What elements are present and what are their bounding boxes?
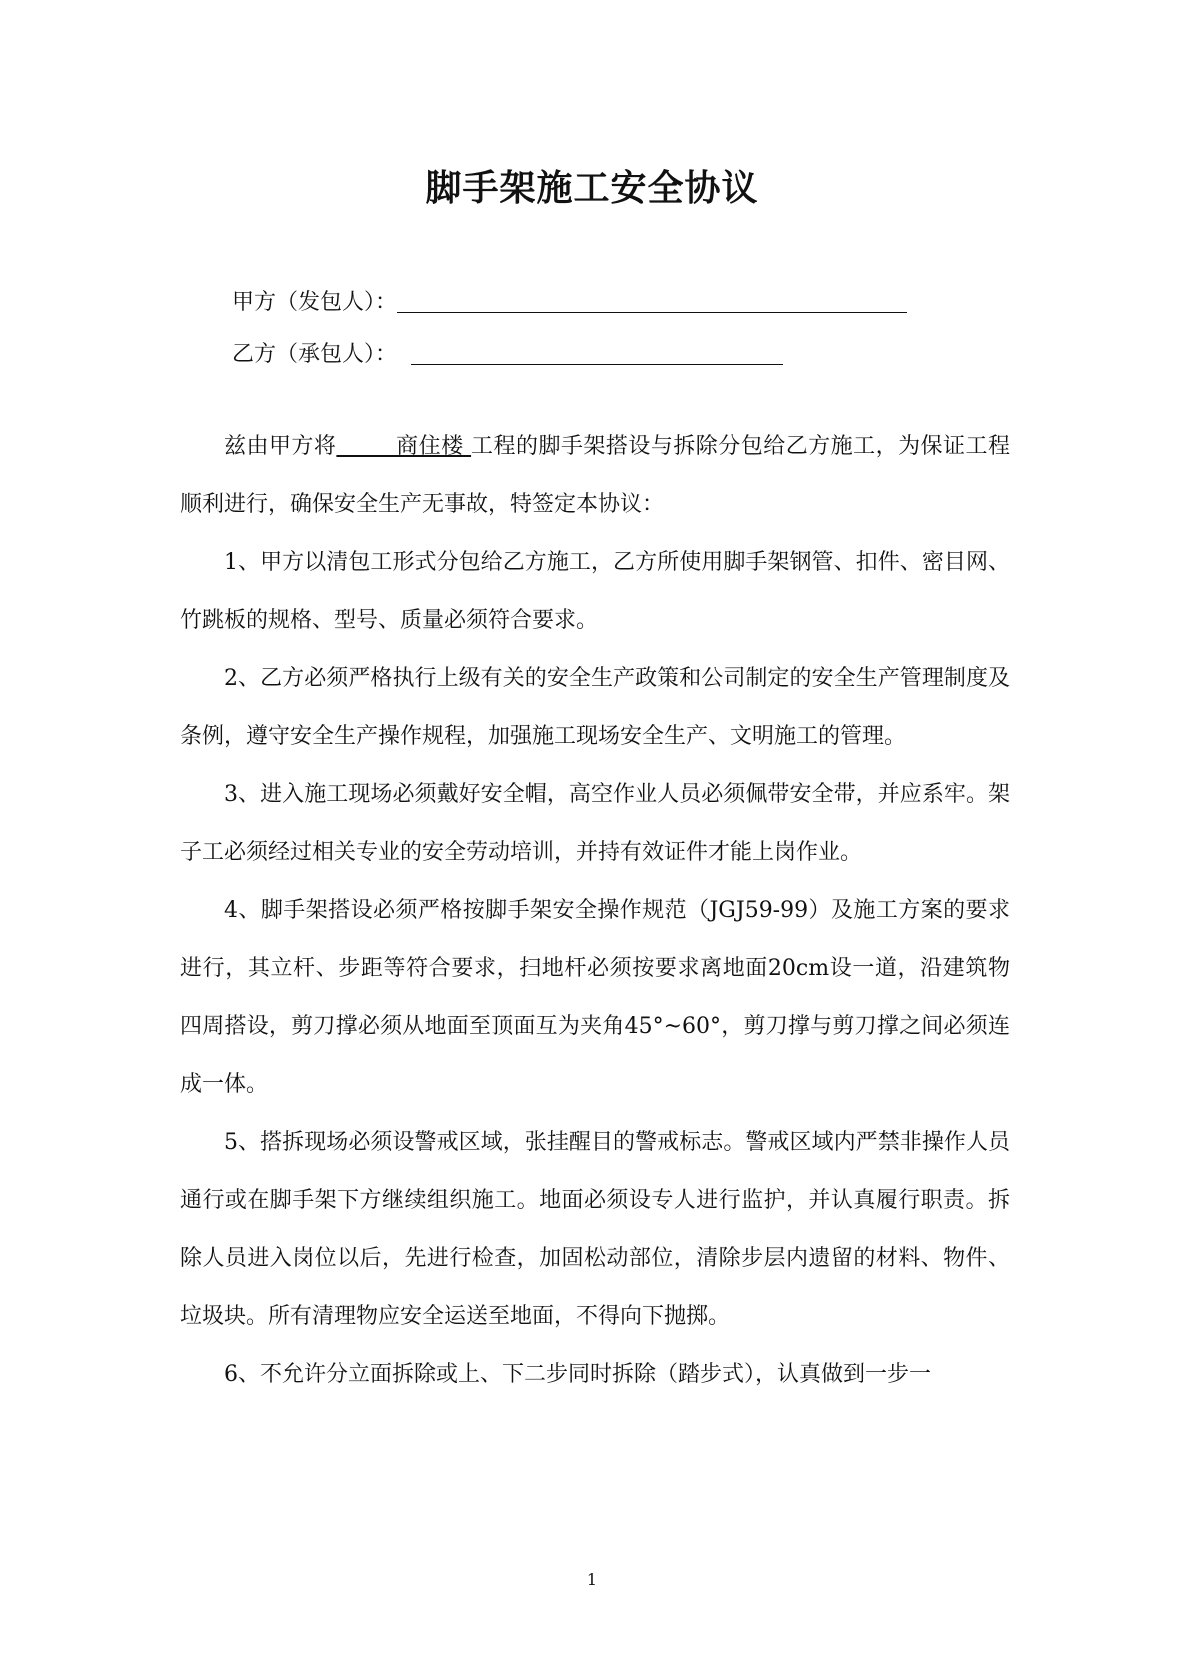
intro-suffix: 工程的脚手架搭设与拆除分包给乙方施工，为保证工程顺利进行，确保安全生产无事故，特签定本协议： bbox=[180, 434, 1010, 517]
intro-prefix: 兹由甲方将 bbox=[224, 434, 337, 459]
page-number: 1 bbox=[586, 1570, 598, 1589]
clause-1: 1、甲方以清包工形式分包给乙方施工，乙方所使用脚手架钢管、扣件、密目网、竹跳板的规格、型号、质量必须符合要求。 bbox=[180, 550, 1010, 633]
party-a-line bbox=[232, 288, 907, 318]
party-b-line bbox=[232, 340, 783, 370]
clause-3: 3、进入施工现场必须戴好安全帽，高空作业人员必须佩带安全带，并应系牢。架子工必须经过相关专业的安全劳动培训，并持有效证件才能上岗作业。 bbox=[180, 782, 1010, 865]
party-b-label: 乙方（承包人）： bbox=[232, 342, 398, 367]
party-a-blank bbox=[397, 290, 907, 313]
document-title: 脚手架施工安全协议 bbox=[425, 167, 759, 209]
party-b-blank bbox=[411, 342, 783, 365]
clause-4: 4、脚手架搭设必须严格按脚手架安全操作规范（JGJ59-99）及施工方案的要求进行，其立杆、步距等符合要求，扫地杆必须按要求离地面20cm设一道，沿建筑物四周搭设，剪刀撑必须从地面至顶面互为夹角45°~60°，剪刀撑与剪刀撑之间必须连成一体。 bbox=[180, 898, 1010, 1097]
clause-5: 5、搭拆现场必须设警戒区域，张挂醒目的警戒标志。警戒区域内严禁非操作人员通行或在脚手架下方继续组织施工。地面必须设专人进行监护，并认真履行职责。拆除人员进入岗位以后，先进行检查，加固松动部位，清除步层内遗留的材料、物件、垃圾块。所有清理物应安全运送至地面，不得向下抛掷。 bbox=[180, 1130, 1010, 1329]
clause-6: 6、不允许分立面拆除或上、下二步同时拆除（踏步式），认真做到一步一 bbox=[224, 1362, 931, 1387]
clause-2: 2、乙方必须严格执行上级有关的安全生产政策和公司制定的安全生产管理制度及条例，遵守安全生产操作规程，加强施工现场安全生产、文明施工的管理。 bbox=[180, 666, 1010, 749]
project-name: 商住楼 bbox=[336, 434, 472, 459]
intro-paragraph bbox=[180, 418, 1010, 534]
agreement-body bbox=[180, 418, 1010, 1404]
party-a-label: 甲方（发包人）： bbox=[232, 290, 398, 315]
